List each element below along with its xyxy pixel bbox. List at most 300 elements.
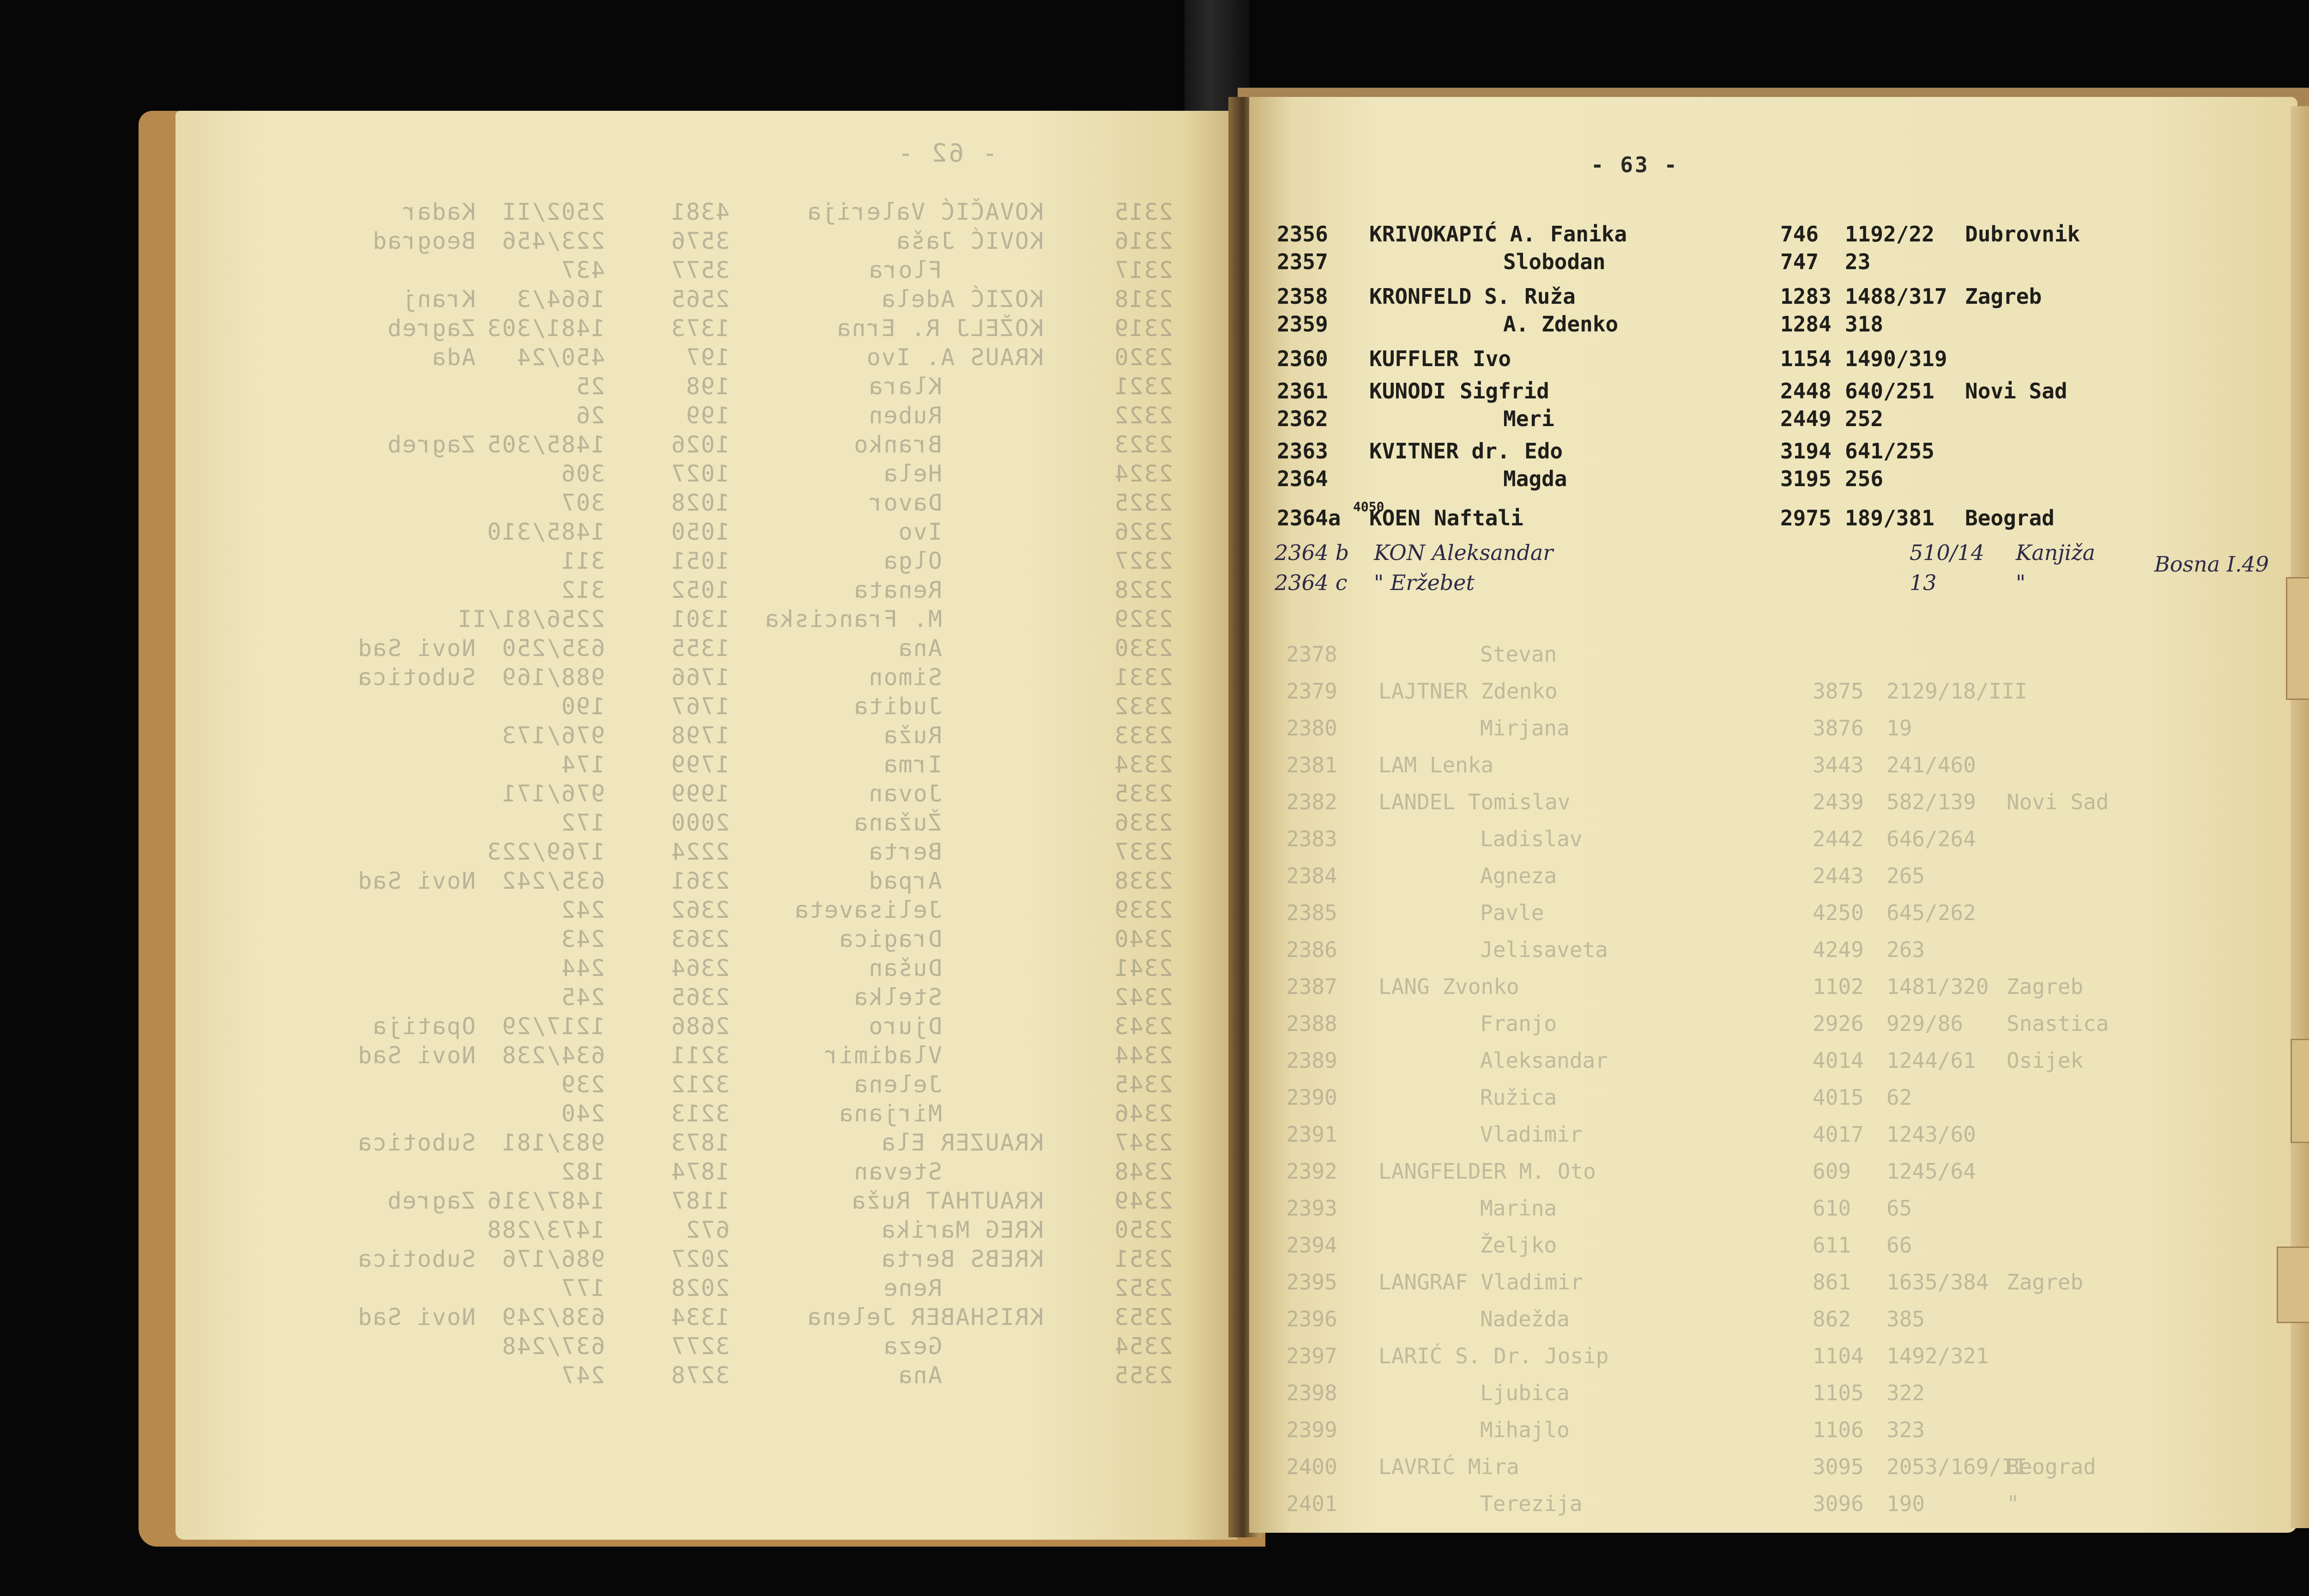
cell: 66 — [1886, 1233, 1912, 1258]
cell: Žužana — [853, 809, 942, 836]
cell: 2393 — [1286, 1196, 1337, 1221]
cell: 3212 — [670, 1071, 730, 1098]
cell: 2329 — [1113, 606, 1173, 632]
cell: 976/173 — [501, 722, 605, 749]
cell: 1798 — [670, 722, 730, 749]
cell: Kanjiža — [2016, 540, 2096, 565]
cell: Novi Sad — [357, 635, 476, 662]
left-page-bleed-through-text — [175, 111, 1238, 1540]
cell: 263 — [1886, 937, 1925, 962]
cell: 645/262 — [1886, 900, 1976, 925]
cell: Ruža — [882, 722, 942, 749]
cell: 2256/81/II — [456, 606, 605, 632]
cell: 323 — [1886, 1417, 1925, 1442]
cell: 2384 — [1286, 863, 1337, 888]
cell: 2028 — [670, 1275, 730, 1301]
cell: KREBS Berta — [880, 1246, 1044, 1272]
cell: 1243/60 — [1886, 1122, 1976, 1147]
cell: 1799 — [670, 751, 730, 778]
cell: 1301 — [670, 606, 730, 632]
cell: Novi Sad — [357, 1304, 476, 1331]
cell: 582/139 — [1886, 789, 1976, 814]
cell: 510/14 — [1910, 540, 1984, 565]
cell: " — [2007, 1491, 2019, 1516]
cell: 2354 — [1113, 1333, 1173, 1360]
cell: 3277 — [670, 1333, 730, 1360]
cell: 988/169 — [501, 664, 605, 691]
cell: 1027 — [670, 460, 730, 487]
cell: 4015 — [1813, 1085, 1864, 1110]
cell: Zagreb — [387, 315, 476, 342]
cell: 2350 — [1113, 1217, 1173, 1243]
cell: 1355 — [670, 635, 730, 662]
cell: 861 — [1813, 1270, 1851, 1295]
cell: KOZIĆ Adela — [880, 286, 1044, 313]
page-number: - 62 - — [896, 139, 997, 168]
cell: Agneza — [1480, 863, 1557, 888]
cell: Geza — [882, 1333, 942, 1360]
page-tab — [2286, 577, 2309, 700]
cell: 1245/64 — [1886, 1159, 1976, 1184]
cell: Bosna I.49 — [2154, 552, 2269, 577]
cell: KVITNER dr. — [1369, 439, 1510, 464]
cell: KUNODI — [1369, 379, 1446, 404]
cell: 1284 — [1780, 312, 1831, 337]
cell: 2344 — [1113, 1042, 1173, 1069]
cell: 2361 — [670, 867, 730, 894]
cell: 2449 — [1780, 406, 1831, 431]
cell: 2565 — [670, 286, 730, 313]
cell: Ivo — [897, 518, 942, 545]
cell: 1102 — [1813, 974, 1864, 999]
cell: 1635/384 — [1886, 1270, 1989, 1295]
cell: Vladimir — [823, 1042, 942, 1069]
cell: Zagreb — [2007, 1270, 2084, 1295]
cell: Novi Sad — [1965, 379, 2067, 404]
cell: Flora — [868, 257, 942, 283]
cell: Jelisaveta — [793, 897, 942, 923]
cell: 223/456 — [501, 228, 605, 254]
cell: 199 — [685, 402, 730, 429]
cell: LAVRIĆ Mira — [1378, 1454, 1519, 1479]
cell: Franjo — [1480, 1011, 1557, 1036]
cell: Ivo — [1473, 346, 1511, 371]
cell: 986/176 — [501, 1246, 605, 1272]
cell: 2053/169/II — [1886, 1454, 2027, 1479]
cell: 242 — [560, 897, 605, 923]
cell: Mirjana — [1480, 716, 1570, 741]
cell: Sigfrid — [1460, 379, 1549, 404]
cell: 3278 — [670, 1362, 730, 1389]
cell: Ružica — [1480, 1085, 1557, 1110]
cell: 2326 — [1113, 518, 1173, 545]
cell: 2394 — [1286, 1233, 1337, 1258]
cell: Aleksandar — [1480, 1048, 1608, 1073]
cell: 1051 — [670, 548, 730, 574]
cell: 641/255 — [1845, 439, 1934, 464]
cell: Magda — [1503, 466, 1567, 491]
cell: 746 — [1780, 222, 1819, 247]
cell: 2345 — [1113, 1071, 1173, 1098]
cell: 2395 — [1286, 1270, 1337, 1295]
cell: 198 — [685, 373, 730, 400]
cell: KRIVOKAPIĆ A. — [1369, 222, 1536, 247]
cell: Berta — [868, 838, 942, 865]
cell: Renata — [853, 577, 942, 603]
cell: 2383 — [1286, 826, 1337, 851]
cell: Ana — [897, 635, 942, 662]
cell: Hela — [882, 460, 942, 487]
cell: Ada — [431, 344, 476, 371]
cell: KRONFELD S. — [1369, 284, 1510, 309]
cell: 2389 — [1286, 1048, 1337, 1073]
cell: 2320 — [1113, 344, 1173, 371]
cell: 2360 — [1277, 346, 1328, 371]
cell: Meri — [1503, 406, 1554, 431]
cell: 245 — [560, 984, 605, 1011]
cell: LAM Lenka — [1378, 753, 1494, 777]
cell: Kadar — [401, 199, 476, 225]
cell: 2382 — [1286, 789, 1337, 814]
cell: 1766 — [670, 664, 730, 691]
cell: KOVAČIĆ Valerija — [806, 199, 1044, 225]
cell: Zagreb — [1965, 284, 2042, 309]
cell: " — [2016, 570, 2026, 595]
cell: 2362 — [1277, 406, 1328, 431]
cell: 2388 — [1286, 1011, 1337, 1036]
cell: 1026 — [670, 431, 730, 458]
cell: 4249 — [1813, 937, 1864, 962]
cell: 2364 — [670, 955, 730, 982]
cell: 2322 — [1113, 402, 1173, 429]
cell: Judita — [853, 693, 942, 720]
cell: 4014 — [1813, 1048, 1864, 1073]
cell: 172 — [560, 809, 605, 836]
cell: 3096 — [1813, 1491, 1864, 1516]
cell: 311 — [560, 548, 605, 574]
cell: 177 — [560, 1275, 605, 1301]
cell: 1052 — [670, 577, 730, 603]
cell: 2397 — [1286, 1343, 1337, 1368]
cell: Ruben — [868, 402, 942, 429]
cell: KON Aleksandar — [1374, 540, 1553, 565]
cell: KOEN — [1369, 506, 1420, 530]
cell: Fanika — [1550, 222, 1627, 247]
cell: 2338 — [1113, 867, 1173, 894]
cell: 2390 — [1286, 1085, 1337, 1110]
cell: Subotica — [357, 1246, 476, 1272]
cell: 322 — [1886, 1380, 1925, 1405]
cell: 2401 — [1286, 1491, 1337, 1516]
cell: 2325 — [1113, 489, 1173, 516]
cell: 3875 — [1813, 679, 1864, 704]
cell: 2324 — [1113, 460, 1173, 487]
cell: Irma — [882, 751, 942, 778]
cell: Beograd — [1965, 506, 2055, 530]
cell: Simon — [868, 664, 942, 691]
cell: 2363 — [670, 926, 730, 952]
cell: 2351 — [1113, 1246, 1173, 1272]
cell: 635/242 — [501, 867, 605, 894]
cell: LARIĆ S. Dr. Josip — [1378, 1343, 1609, 1368]
cell: Mirjana — [838, 1100, 942, 1127]
cell: Novi Sad — [357, 1042, 476, 1069]
cell: LAJTNER Zdenko — [1378, 679, 1558, 704]
cell: 1105 — [1813, 1380, 1864, 1405]
cell: 2364 b — [1275, 540, 1349, 565]
cell: 609 — [1813, 1159, 1851, 1184]
cell: 252 — [1845, 406, 1884, 431]
page-number: - 63 - — [1591, 152, 1679, 177]
cell: 265 — [1886, 863, 1925, 888]
cell: LANGFELDER M. Oto — [1378, 1159, 1596, 1184]
cell: 189/381 — [1845, 506, 1934, 530]
cell: 65 — [1886, 1196, 1912, 1221]
cell: Novi Sad — [357, 867, 476, 894]
cell: 2336 — [1113, 809, 1173, 836]
cell: 2341 — [1113, 955, 1173, 982]
cell: 4017 — [1813, 1122, 1864, 1147]
cell: Ladislav — [1480, 826, 1583, 851]
cell: 1373 — [670, 315, 730, 342]
cell: 2339 — [1113, 897, 1173, 923]
cell: 450/24 — [516, 344, 605, 371]
cell: 312 — [560, 577, 605, 603]
cell: Terezija — [1480, 1491, 1583, 1516]
cell: 1488/317 — [1845, 284, 1947, 309]
cell: 2353 — [1113, 1304, 1173, 1331]
cell: 3095 — [1813, 1454, 1864, 1479]
page-tab — [2277, 1247, 2309, 1323]
cell: 1490/319 — [1845, 346, 1947, 371]
cell: Jelena — [853, 1071, 942, 1098]
cell: Davor — [868, 489, 942, 516]
cell: 1473/288 — [486, 1217, 605, 1243]
cell: 190 — [1886, 1491, 1925, 1516]
cell: 4381 — [670, 199, 730, 225]
cell: Subotica — [357, 664, 476, 691]
cell: 637/248 — [501, 1333, 605, 1360]
cell: 182 — [560, 1158, 605, 1185]
cell: 2318 — [1113, 286, 1173, 313]
cell: 640/251 — [1845, 379, 1934, 404]
cell: 2380 — [1286, 716, 1337, 741]
cell: 1334 — [670, 1304, 730, 1331]
cell: 2348 — [1113, 1158, 1173, 1185]
cell: KRAUTHAT Ruža — [851, 1187, 1044, 1214]
cell: Jelisaveta — [1480, 937, 1608, 962]
cell: Mihajlo — [1480, 1417, 1570, 1442]
cell: 2362 — [670, 897, 730, 923]
cell: 2349 — [1113, 1187, 1173, 1214]
cell: 1217/29 — [501, 1013, 605, 1040]
cell: 862 — [1813, 1307, 1851, 1331]
cell: 247 — [560, 1362, 605, 1389]
cell: 190 — [560, 693, 605, 720]
cell: 174 — [560, 751, 605, 778]
cell: 2392 — [1286, 1159, 1337, 1184]
cell: Snastica — [2007, 1011, 2109, 1036]
cell: 2346 — [1113, 1100, 1173, 1127]
cell: 2363 — [1277, 439, 1328, 464]
cell: 318 — [1845, 312, 1884, 337]
cell: 2337 — [1113, 838, 1173, 865]
cell: 2342 — [1113, 984, 1173, 1011]
cell: 13 — [1910, 570, 1937, 595]
cell: 1028 — [670, 489, 730, 516]
cell: Dušan — [868, 955, 942, 982]
cell: 2340 — [1113, 926, 1173, 952]
cell: 3213 — [670, 1100, 730, 1127]
cell: 241/460 — [1886, 753, 1976, 777]
cell: 243 — [560, 926, 605, 952]
cell: Djuro — [868, 1013, 942, 1040]
cell: 2387 — [1286, 974, 1337, 999]
cell: 23 — [1845, 249, 1871, 274]
cell: " Eržebet — [1374, 570, 1475, 595]
cell: 1106 — [1813, 1417, 1864, 1442]
cell: Stevan — [853, 1158, 942, 1185]
cell: 3443 — [1813, 753, 1864, 777]
cell: Nadežda — [1480, 1307, 1570, 1331]
cell: 635/250 — [501, 635, 605, 662]
cell: 2317 — [1113, 257, 1173, 283]
cell: KUFFLER — [1369, 346, 1459, 371]
cell: 2315 — [1113, 199, 1173, 225]
cell: 2352 — [1113, 1275, 1173, 1301]
cell: 1492/321 — [1886, 1343, 1989, 1368]
cell: Rene — [882, 1275, 942, 1301]
cell: Marina — [1480, 1196, 1557, 1221]
cell: 2323 — [1113, 431, 1173, 458]
cell: M. Franciska — [764, 606, 942, 632]
cell: 2327 — [1113, 548, 1173, 574]
cell: 1767 — [670, 693, 730, 720]
cell: 1999 — [670, 780, 730, 807]
cell: KREG Marika — [880, 1217, 1044, 1243]
cell: 2400 — [1286, 1454, 1337, 1479]
cell: 2343 — [1113, 1013, 1173, 1040]
cell: 2502/II — [501, 199, 605, 225]
cell: 2027 — [670, 1246, 730, 1272]
cell: 2361 — [1277, 379, 1328, 404]
cell: 256 — [1845, 466, 1884, 491]
cell: 2129/18/III — [1886, 679, 2027, 704]
cell: 2335 — [1113, 780, 1173, 807]
cell: 1874 — [670, 1158, 730, 1185]
cell: 62 — [1886, 1085, 1912, 1110]
page-tab — [2291, 1039, 2309, 1143]
cell: KOŽELJ R. Erna — [836, 315, 1044, 342]
cell: Pavle — [1480, 900, 1544, 925]
cell: Edo — [1524, 439, 1563, 464]
cell: 634/238 — [501, 1042, 605, 1069]
cell: 2000 — [670, 809, 730, 836]
cell: 240 — [560, 1100, 605, 1127]
cell: 1187 — [670, 1187, 730, 1214]
cell: Klara — [868, 373, 942, 400]
cell: 2365 — [670, 984, 730, 1011]
cell: 1481/303 — [486, 315, 605, 342]
cell: Arpad — [868, 867, 942, 894]
cell: 2364a — [1277, 506, 1341, 530]
cell: 1769/223 — [486, 838, 605, 865]
cell: 610 — [1813, 1196, 1851, 1221]
cell: 2385 — [1286, 900, 1337, 925]
cell: 239 — [560, 1071, 605, 1098]
cell: Opatija — [372, 1013, 476, 1040]
cell: 1244/61 — [1886, 1048, 1976, 1073]
cell: 3577 — [670, 257, 730, 283]
cell: 2396 — [1286, 1307, 1337, 1331]
cell: 1664/3 — [516, 286, 605, 313]
cell: Ruža — [1524, 284, 1576, 309]
cell: 3876 — [1813, 716, 1864, 741]
cell: 3211 — [670, 1042, 730, 1069]
cell: 747 — [1780, 249, 1819, 274]
cell: Osijek — [2007, 1048, 2084, 1073]
cell: 2442 — [1813, 826, 1864, 851]
cell: 2334 — [1113, 751, 1173, 778]
cell: 244 — [560, 955, 605, 982]
cell: 26 — [575, 402, 605, 429]
cell: 1487/316 — [486, 1187, 605, 1214]
superscript-number: 4050 — [1353, 499, 1384, 514]
cell: 2443 — [1813, 863, 1864, 888]
cell: 1485/310 — [486, 518, 605, 545]
cell: 2333 — [1113, 722, 1173, 749]
cell: Zagreb — [387, 1187, 476, 1214]
cell: 2319 — [1113, 315, 1173, 342]
cell: 2331 — [1113, 664, 1173, 691]
right-page — [1249, 97, 2297, 1533]
left-page — [175, 111, 1238, 1540]
cell: 2359 — [1277, 312, 1328, 337]
cell: Zagreb — [387, 431, 476, 458]
cell: 3194 — [1780, 439, 1831, 464]
cell: KRAUZER Ela — [880, 1129, 1044, 1156]
cell: 2975 — [1780, 506, 1831, 530]
cell: 306 — [560, 460, 605, 487]
cell: 611 — [1813, 1233, 1851, 1258]
cell: LANGRAF Vladimir — [1378, 1270, 1584, 1295]
cell: Slobodan — [1503, 249, 1606, 274]
cell: Subotica — [357, 1129, 476, 1156]
cell: 2926 — [1813, 1011, 1864, 1036]
cell: 1104 — [1813, 1343, 1864, 1368]
cell: 437 — [560, 257, 605, 283]
cell: 2356 — [1277, 222, 1328, 247]
cell: 1050 — [670, 518, 730, 545]
cell: Stelka — [853, 984, 942, 1011]
cell: 2386 — [1286, 937, 1337, 962]
cell: Kranj — [401, 286, 476, 313]
cell: 19 — [1886, 716, 1912, 741]
cell: 3195 — [1780, 466, 1831, 491]
cell: 2358 — [1277, 284, 1328, 309]
cell: 4250 — [1813, 900, 1864, 925]
cell: 25 — [575, 373, 605, 400]
cell: Beograd — [372, 228, 476, 254]
cell: 307 — [560, 489, 605, 516]
cell: 646/264 — [1886, 826, 1976, 851]
cell: 2347 — [1113, 1129, 1173, 1156]
cell: 983/181 — [501, 1129, 605, 1156]
cell: 2357 — [1277, 249, 1328, 274]
cell: 2332 — [1113, 693, 1173, 720]
cell: 2364 c — [1275, 570, 1348, 595]
cell: 2398 — [1286, 1380, 1337, 1405]
